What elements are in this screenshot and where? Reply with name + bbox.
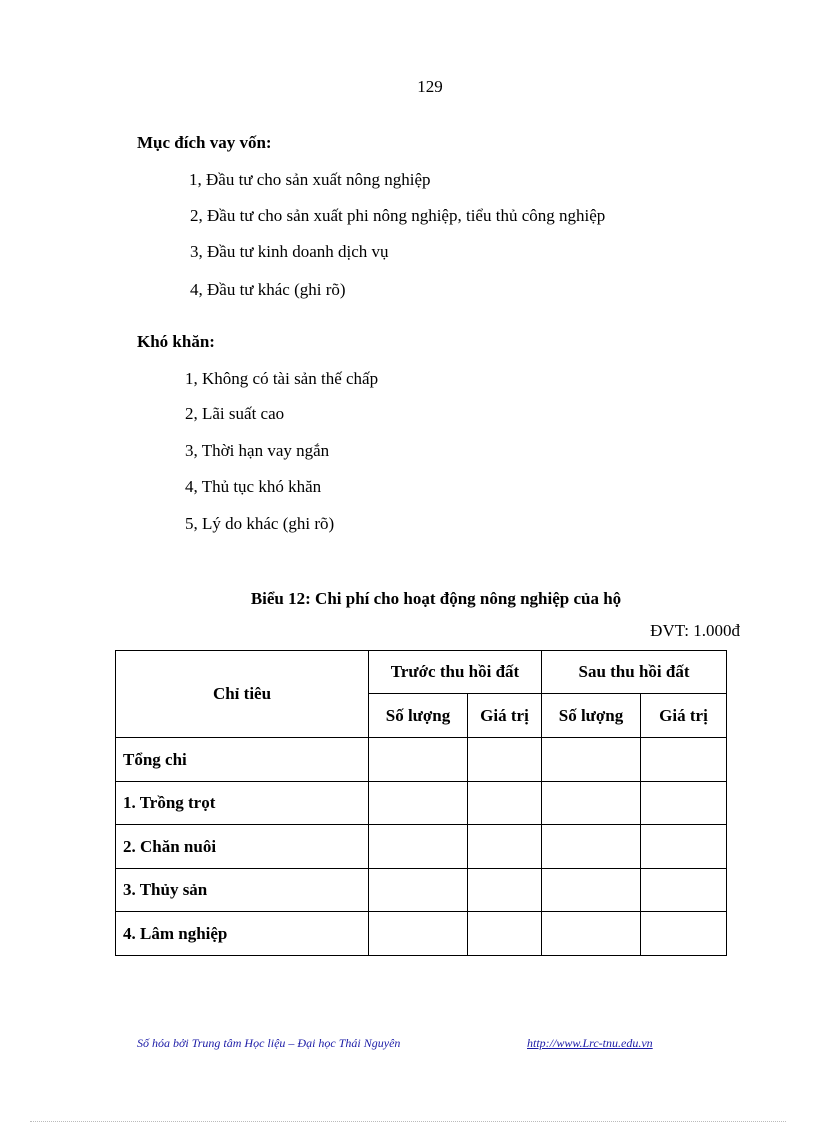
difficulty-item-4: 4, Thủ tục khó khăn bbox=[185, 477, 322, 496]
table-row bbox=[116, 869, 727, 912]
purpose-item-1: 1, Đầu tư cho sản xuất nông nghiệp bbox=[189, 170, 431, 189]
difficulty-item-5: 5, Lý do khác (ghi rõ) bbox=[185, 514, 335, 533]
table-cell bbox=[468, 825, 542, 869]
header-before-quantity: Số lượng bbox=[369, 694, 468, 738]
footer-link[interactable]: http://www.Lrc-tnu.edu.vn bbox=[527, 1036, 653, 1050]
table-cell bbox=[369, 912, 468, 956]
unit-label: ĐVT: 1.000đ bbox=[650, 621, 740, 640]
row-label: 1. Trồng trọt bbox=[116, 782, 369, 825]
header-before: Trước thu hồi đất bbox=[369, 651, 542, 694]
table-cell bbox=[641, 869, 727, 912]
header-after-value: Giá trị bbox=[641, 694, 727, 738]
table-cell bbox=[369, 825, 468, 869]
page-number: 129 bbox=[417, 77, 443, 96]
table-cell bbox=[468, 738, 542, 782]
row-label: Tổng chi bbox=[116, 738, 369, 782]
table-cell bbox=[542, 912, 641, 956]
purpose-item-4: 4, Đầu tư khác (ghi rõ) bbox=[190, 280, 346, 299]
cost-table bbox=[115, 650, 727, 956]
purpose-item-2: 2, Đầu tư cho sản xuất phi nông nghiệp, tiểu thủ công nghiệp bbox=[190, 206, 606, 225]
table-cell bbox=[468, 912, 542, 956]
table-cell bbox=[468, 869, 542, 912]
table-cell bbox=[369, 869, 468, 912]
header-before-value: Giá trị bbox=[468, 694, 542, 738]
table-row bbox=[116, 738, 727, 782]
difficulty-item-3: 3, Thời hạn vay ngắn bbox=[185, 441, 330, 460]
table-cell bbox=[542, 782, 641, 825]
header-after-quantity: Số lượng bbox=[542, 694, 641, 738]
table-cell bbox=[369, 782, 468, 825]
purpose-item-3: 3, Đầu tư kinh doanh dịch vụ bbox=[190, 242, 389, 261]
difficulty-item-2: 2, Lãi suất cao bbox=[185, 404, 285, 423]
row-label: 2. Chăn nuôi bbox=[116, 825, 369, 869]
table-row bbox=[116, 825, 727, 869]
table-cell bbox=[542, 738, 641, 782]
table-cell bbox=[641, 912, 727, 956]
table-cell bbox=[542, 869, 641, 912]
table-cell bbox=[641, 782, 727, 825]
table-row bbox=[116, 912, 727, 956]
difficulties-heading: Khó khăn: bbox=[137, 332, 215, 351]
purpose-heading: Mục đích vay vốn: bbox=[137, 133, 272, 152]
table-title: Biểu 12: Chi phí cho hoạt động nông nghiệp của hộ bbox=[250, 589, 622, 608]
bottom-dotted-rule bbox=[30, 1121, 786, 1122]
row-label: 4. Lâm nghiệp bbox=[116, 912, 369, 956]
footer-credit: Số hóa bởi Trung tâm Học liệu – Đại học Thái Nguyên bbox=[137, 1036, 401, 1050]
header-indicator: Chỉ tiêu bbox=[116, 651, 369, 738]
difficulty-item-1: 1, Không có tài sản thế chấp bbox=[185, 369, 379, 388]
table-cell bbox=[641, 825, 727, 869]
header-after: Sau thu hồi đất bbox=[542, 651, 727, 694]
table-cell bbox=[542, 825, 641, 869]
table-cell bbox=[468, 782, 542, 825]
row-label: 3. Thủy sản bbox=[116, 869, 369, 912]
table-cell bbox=[641, 738, 727, 782]
table-row bbox=[116, 782, 727, 825]
table-cell bbox=[369, 738, 468, 782]
